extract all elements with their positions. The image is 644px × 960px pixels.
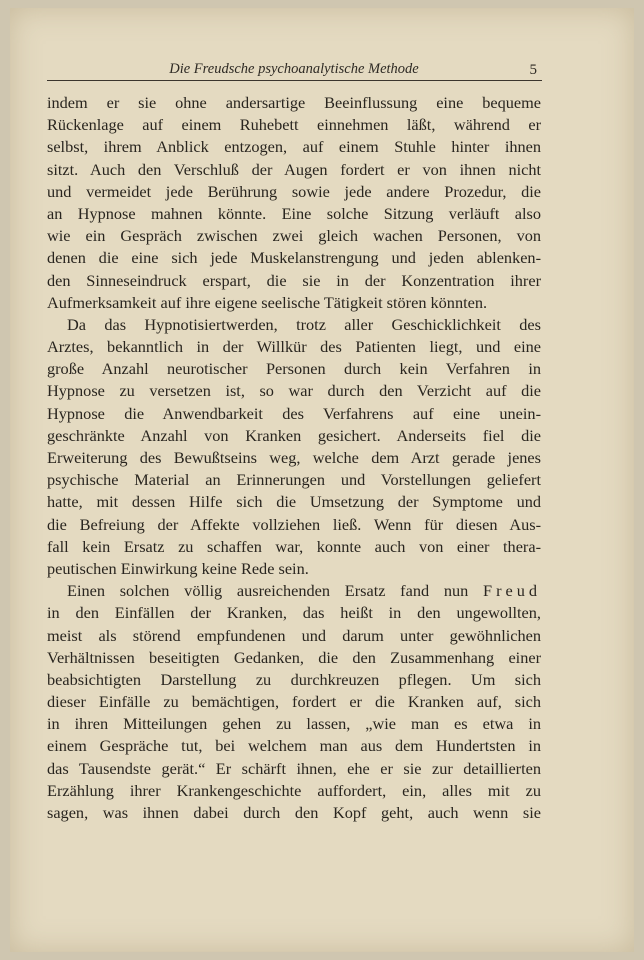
- running-header: [47, 60, 541, 80]
- paragraph: [47, 580, 541, 824]
- page-number: 5: [529, 62, 537, 78]
- text-line: den Sinneseindruck erspart, die sie in der Konzentration ihrer: [47, 270, 541, 290]
- text-line: denen die eine sich jede Muskelanstrengung und jeden ablenken-: [47, 248, 541, 268]
- text-line: wie ein Gespräch zwischen zwei gleich wachen Personen, von: [47, 226, 541, 246]
- book-page: [10, 8, 634, 952]
- text-line: indem er sie ohne andersartige Beeinflussung eine bequeme: [47, 93, 541, 112]
- text-line: und vermeidet jede Berührung sowie jede andere Prozedur, die: [47, 181, 541, 201]
- running-title: Die Freudsche psychoanalytische Methode: [169, 61, 419, 77]
- text-fragment: Einen solchen völlig ausreichenden Ersatz fand nun: [67, 581, 484, 601]
- text-line: Erweiterung des Bewußtseins weg, welche dem Arzt gerade jenes: [47, 448, 541, 467]
- text-line: dieser Einfälle zu bemächtigen, fordert er die Kranken auf, sich: [47, 692, 541, 712]
- header-rule: [47, 80, 542, 81]
- text-line: geschränkte Anzahl von Kranken gesichert. Anderseits fiel die: [47, 425, 541, 445]
- text-line: Verhältnissen beseitigten Gedanken, die den Zusammenhang einer: [47, 647, 541, 667]
- text-line: in den Einfällen der Kranken, das heißt in den ungewollten,: [47, 603, 541, 623]
- text-line: Arztes, bekanntlich in der Willkür des Patienten liegt, und eine: [47, 337, 541, 357]
- paragraph: [47, 314, 541, 580]
- paragraph: [47, 92, 541, 314]
- text-line: an Hypnose mahnen könnte. Eine solche Sitzung verläuft also: [47, 203, 541, 223]
- text-line: sagen, was ihnen dabei durch den Kopf geht, auch wenn sie: [47, 803, 541, 822]
- text-line: psychische Material an Erinnerungen und Vorstellungen geliefert: [47, 470, 541, 490]
- author-name: Freud: [483, 581, 541, 601]
- text-line: die Befreiung der Affekte vollziehen ließ. Wenn für diesen Aus-: [47, 514, 541, 534]
- text-line: sitzt. Auch den Verschluß der Augen fordert er von ihnen nicht: [47, 159, 541, 179]
- text-line: Hypnose die Anwendbarkeit des Verfahrens auf eine unein-: [47, 403, 541, 423]
- text-line: Rückenlage auf einem Ruhebett einnehmen läßt, während er: [47, 115, 541, 135]
- body-text: [47, 92, 541, 824]
- text-line: in ihren Mitteilungen gehen zu lassen, „wie man es etwa in: [47, 714, 541, 734]
- text-line: beabsichtigten Darstellung zu durchkreuzen pflegen. Um sich: [47, 669, 541, 689]
- text-line: Hypnose zu versetzen ist, so war durch den Verzicht auf die: [47, 381, 541, 401]
- text-line: meist als störend empfundenen und darum unter gewöhnlichen: [47, 625, 541, 645]
- text-line: Aufmerksamkeit auf ihre eigene seelische Tätigkeit stören könnten.: [47, 292, 488, 312]
- text-line: Erzählung ihrer Krankengeschichte auffordert, ein, alles mit zu: [47, 780, 541, 800]
- text-line: peutischen Einwirkung keine Rede sein.: [47, 558, 309, 578]
- text-line: hatte, mit dessen Hilfe sich die Umsetzung der Symptome und: [47, 492, 541, 512]
- text-line: das Tausendste gerät.“ Er schärft ihnen, ehe er sie zur detaillierten: [47, 758, 541, 778]
- text-line: einem Gespräche tut, bei welchem man aus dem Hundertsten in: [47, 736, 541, 756]
- text-line: [47, 580, 541, 602]
- text-line: große Anzahl neurotischer Personen durch kein Verfahren in: [47, 359, 541, 379]
- text-line: Da das Hypnotisiertwerden, trotz aller Geschicklichkeit des: [67, 314, 541, 334]
- text-line: fall kein Ersatz zu schaffen war, konnte auch von einer thera-: [47, 536, 541, 556]
- text-line: selbst, ihrem Anblick entzogen, auf einem Stuhle hinter ihnen: [47, 137, 541, 157]
